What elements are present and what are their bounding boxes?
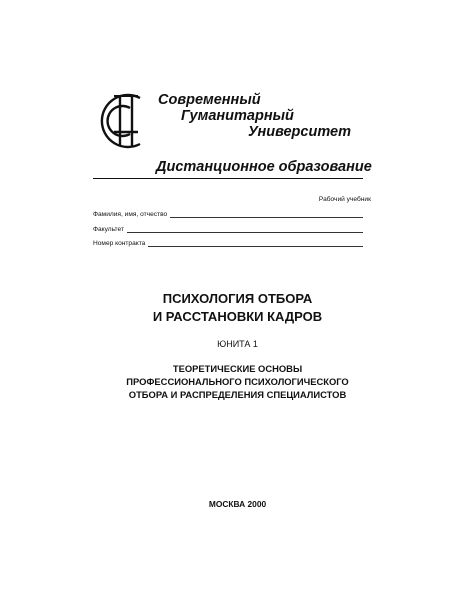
unit-subtitle xyxy=(0,362,475,401)
sgu-emblem-icon xyxy=(88,88,158,154)
form-field-line[interactable] xyxy=(170,211,363,218)
header-divider xyxy=(93,178,363,179)
document-type: Рабочий учебник xyxy=(318,196,371,203)
form-field-label: Фамилия, имя, отчество xyxy=(93,211,168,218)
unit-number: ЮНИТА 1 xyxy=(217,339,258,349)
unit-subtitle-line1: ТЕОРЕТИЧЕСКИЕ ОСНОВЫ xyxy=(172,363,303,374)
program-title: Дистанционное образование xyxy=(156,159,372,175)
form-field-faculty[interactable] xyxy=(93,226,363,233)
form-field-name[interactable] xyxy=(93,211,363,218)
unit-subtitle-line3: ОТБОРА И РАСПРЕДЕЛЕНИЯ СПЕЦИАЛИСТОВ xyxy=(128,389,347,400)
unit-subtitle-line2: ПРОФЕССИОНАЛЬНОГО ПСИХОЛОГИЧЕСКОГО xyxy=(126,376,349,387)
form-field-line[interactable] xyxy=(148,240,363,247)
form-field-label: Факультет xyxy=(93,226,124,233)
form-field-contract[interactable] xyxy=(93,240,363,247)
city-year: МОСКВА 2000 xyxy=(208,499,267,509)
university-name-line3: Университет xyxy=(248,124,351,140)
university-name-line1: Современный xyxy=(158,92,261,108)
form-field-line[interactable] xyxy=(127,226,363,233)
university-name-line2: Гуманитарный xyxy=(181,108,294,124)
book-title xyxy=(0,290,475,326)
book-title-line1: ПСИХОЛОГИЯ ОТБОРА xyxy=(162,291,313,306)
form-field-label: Номер контракта xyxy=(93,240,146,247)
book-title-line2: И РАССТАНОВКИ КАДРОВ xyxy=(152,309,323,324)
